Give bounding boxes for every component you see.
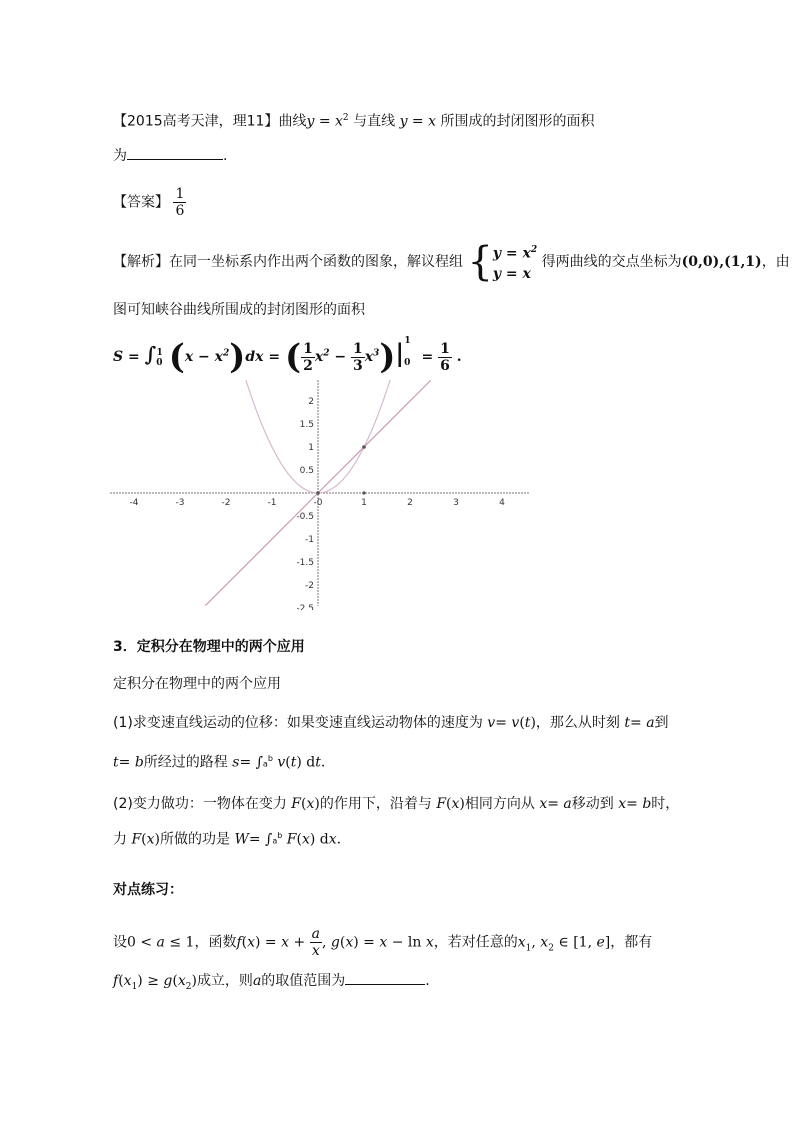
integral-formula: $S = \int_0^1$ $(x - x^2)dx$ = ( $\frac{1}{2}$ $x^2$ − $\frac{1}{3}$ $x^3)|_0^1$ = $\frac{1}{6}$ . (113, 336, 462, 377)
analysis-line-2: 图可知峡谷曲线所围成的封闭图形的面积 (113, 302, 365, 318)
x-axis-point-1 (362, 491, 365, 494)
x-tick-label: 2 (407, 498, 413, 508)
paragraph-1-line-2: t= b所经过的路程 $s= \int a^b$ v(t) dt. (113, 754, 326, 771)
y-tick-label: 1.5 (299, 420, 314, 430)
equation-system-brace: { (467, 238, 493, 285)
question-line-1: 【2015高考天津，理11】曲线$y = x^2$ 与直线 y = x 所围成的封闭图形的面积 (113, 113, 595, 130)
y-tick-label: -2 (305, 581, 314, 591)
paragraph-1-line-1: (1)求变速直线运动的位移：如果变速直线运动物体的速度为 v= v(t)，那么从时刻 t= a到 (113, 715, 669, 731)
analysis-label: 【解析】 (113, 253, 169, 270)
formula-parabola: y (306, 113, 315, 130)
intersection-point-1-1 (362, 445, 366, 449)
paragraph-2-line-2: 力 F(x)所做的功是 $W= \int a^b$ F(x) dx. (113, 831, 342, 848)
analysis-line-1: 【解析】在同一坐标系内作出两个函数的图象，解议程组 { $y = x^2$ y = x 得两曲线的交点坐标为(0,0),(1,1)，由 (113, 238, 790, 285)
equation-system: $y = x^2$ y = x (492, 245, 538, 282)
intersection-point-origin (316, 491, 320, 495)
practice-heading: 对点练习： (113, 882, 183, 898)
question-line-2: 为 . (113, 145, 227, 166)
section-heading: 3．定积分在物理中的两个应用 (113, 639, 305, 655)
x-tick-label: 3 (453, 498, 459, 508)
x-tick-label: -2 (221, 498, 231, 508)
practice-line-1: 设0 < a ≤ 1，函数f(x) = x + $\frac{a}{x}$ , g(x) = x − ln x，若对任意的$x_1$, $x_2$ ∈ [1, e]，都有 (113, 926, 653, 959)
y-tick-label: -2.5 (296, 604, 314, 610)
section-subtitle: 定积分在物理中的两个应用 (113, 676, 281, 692)
x-tick-label: 1 (361, 498, 367, 508)
y-tick-label: -0.5 (296, 512, 314, 522)
question-source: 【2015高考天津，理11】 (113, 113, 279, 130)
x-tick-label: 4 (499, 498, 505, 508)
x-tick-label: -0 (313, 498, 323, 508)
y-tick-label: -1.5 (296, 558, 314, 568)
practice-line-2: $f(x_1) \ge g(x_2)$成立，则a的取值范围为 . (113, 970, 430, 997)
formula-line: y (399, 113, 408, 130)
paragraph-2-line-1: (2)变力做功：一物体在变力 F(x)的作用下，沿着与 F(x)相同方向从 x= a移动到 x= b时， (113, 796, 680, 812)
y-tick-label: 2 (308, 397, 314, 407)
function-graph (110, 380, 540, 610)
y-tick-label: 1 (308, 443, 314, 453)
parabola-curve (212, 380, 396, 493)
y-tick-label: 0.5 (299, 466, 314, 476)
x-tick-label: -4 (129, 498, 139, 508)
intersection-points: (0,0),(1,1) (681, 253, 762, 270)
answer-fraction: $\frac{1}{6}$ (175, 186, 185, 219)
practice-answer-blank (345, 970, 425, 985)
x-tick-label: -1 (267, 498, 277, 508)
y-tick-label: -1 (305, 535, 314, 545)
answer-line (113, 186, 186, 219)
x-tick-label: -3 (175, 498, 185, 508)
answer-blank (127, 145, 223, 160)
answer-label: 【答案】 (113, 194, 169, 211)
